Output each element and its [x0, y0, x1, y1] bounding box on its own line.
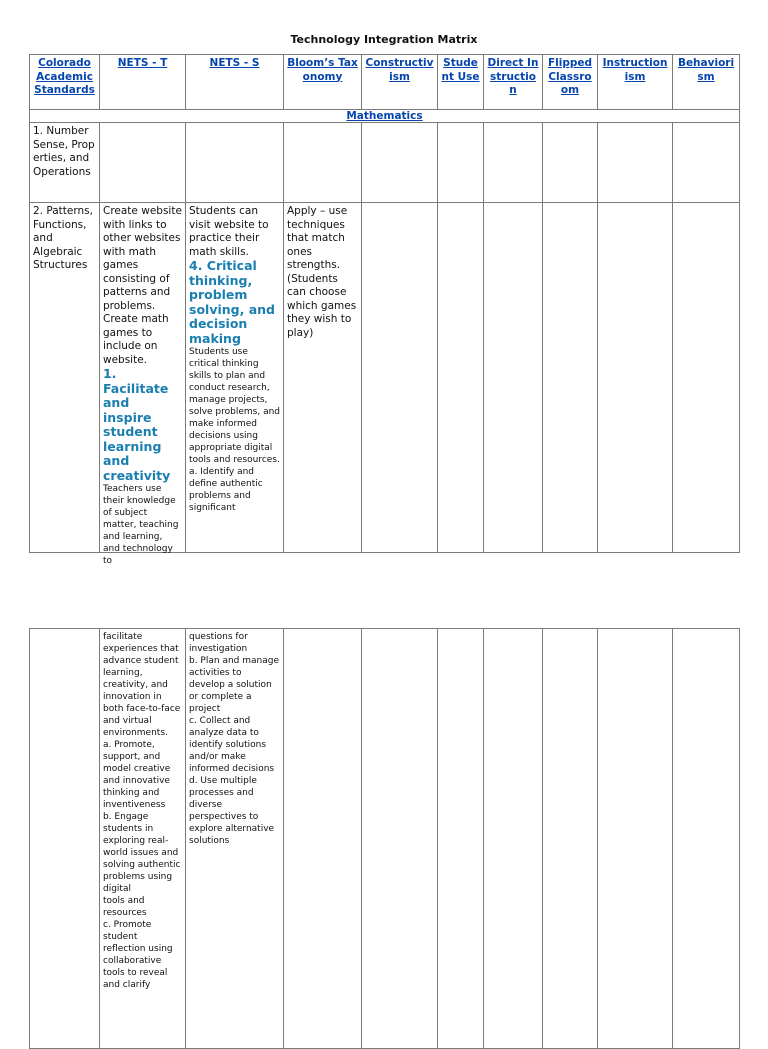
- nets-t-intro: Create website with links to other websites with math games consisting of patterns and problems. Create math games to include on website.: [103, 205, 182, 366]
- nets-s-intro: Students can visit website to practice their math skills.: [189, 205, 269, 258]
- nets-s-continued: questions for investigation b. Plan and manage activities to develop a solution or complete a project c. Collect and analyze data to identify solutions and/or make informed decisions d. Use multiple processes and diverse perspectives to explore alternative solutions: [189, 632, 279, 846]
- table-row: [30, 123, 740, 203]
- subject-mathematics[interactable]: Mathematics: [30, 110, 740, 123]
- nets-t-body: Teachers use their knowledge of subject matter, teaching and learning, and technology to: [103, 484, 179, 566]
- nets-t-cell: [100, 203, 186, 566]
- table-row: [30, 203, 740, 553]
- standard-cell: 2. Patterns, Functions, and Algebraic Structures: [30, 203, 100, 553]
- header-nets-s[interactable]: NETS - S: [186, 55, 284, 110]
- nets-t-continued: facilitate experiences that advance student learning, creativity, and innovation in both face-to-face and virtual environments. a. Promote, support, and model creative and innovative thinking and inventiveness b. Engage students in exploring real-world issues and solving authentic problems using digital tools and resources c. Promote student reflection using collaborative tools to reveal and clarify: [103, 632, 181, 990]
- table-row: [30, 629, 740, 1049]
- header-row: [30, 55, 740, 110]
- document-title: Technology Integration Matrix: [290, 33, 478, 46]
- header-student-use[interactable]: Student Use: [438, 55, 484, 110]
- nets-s-cell: [186, 203, 284, 553]
- blooms-cell: Apply – use techniques that match ones strengths. (Students can choose which games they wish to play): [284, 203, 362, 553]
- matrix-table-continued: [29, 628, 740, 1049]
- header-direct-instruction[interactable]: Direct Instruction: [484, 55, 543, 110]
- header-colorado-standards[interactable]: Colorado Academic Standards: [30, 55, 100, 110]
- header-flipped-classroom[interactable]: Flipped Classroom: [543, 55, 598, 110]
- nets-s-continued-cell: [186, 629, 284, 1049]
- nets-s-heading: 4. Critical thinking, problem solving, and decision making: [189, 258, 275, 346]
- header-blooms-taxonomy[interactable]: Bloom’s Taxonomy: [284, 55, 362, 110]
- header-constructivism[interactable]: Constructivism: [362, 55, 438, 110]
- nets-s-body: Students use critical thinking skills to plan and conduct research, manage projects, solve problems, and make informed decisions using appropriate digital tools and resources. a. Identify and define authentic problems and significant: [189, 347, 281, 513]
- header-instructionism[interactable]: Instructionism: [598, 55, 673, 110]
- header-behaviorism[interactable]: Behaviorism: [673, 55, 740, 110]
- standard-cell: 1. Number Sense, Properties, and Operations: [30, 123, 100, 203]
- matrix-table: [29, 54, 740, 566]
- nets-t-heading: 1. Facilitate and inspire student learning and creativity: [103, 366, 171, 483]
- subject-row: [30, 110, 740, 123]
- nets-t-continued-cell: [100, 629, 186, 1049]
- header-nets-t[interactable]: NETS - T: [100, 55, 186, 110]
